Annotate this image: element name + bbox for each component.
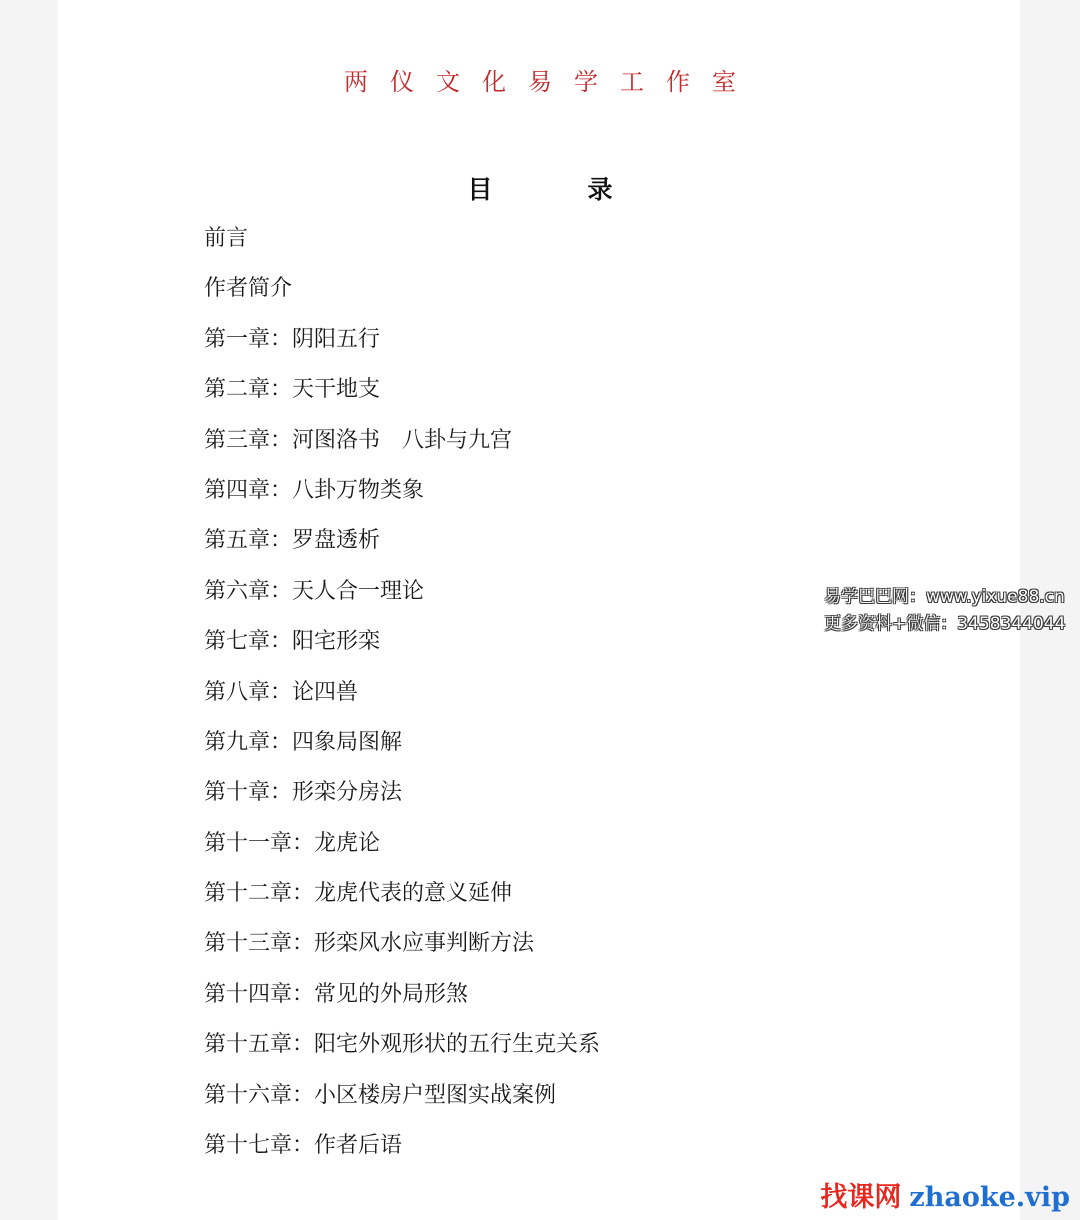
toc-item-chapter-6: 第六章：天人合一理论: [204, 578, 425, 604]
toc-item-chapter-15: 第十五章：阳宅外观形状的五行生克关系: [204, 1032, 601, 1058]
toc-title-right: 录: [587, 175, 613, 204]
toc-item-chapter-1: 第一章：阴阳五行: [204, 326, 381, 352]
toc-item-chapter-4: 第四章：八卦万物类象: [204, 477, 425, 503]
toc-item-chapter-2: 第二章：天干地支: [204, 377, 381, 403]
brand-watermark: [820, 1175, 1070, 1214]
watermark: [824, 584, 1065, 638]
toc-item-preface: 前言: [204, 226, 249, 251]
toc-item-chapter-8: 第八章：论四兽: [204, 679, 359, 705]
toc-item-chapter-12: 第十二章：龙虎代表的意义延伸: [204, 881, 513, 907]
toc-item-chapter-11: 第十一章：龙虎论: [204, 830, 381, 856]
toc-item-author-intro: 作者简介: [204, 276, 293, 302]
toc-item-chapter-14: 第十四章：常见的外局形煞: [204, 981, 469, 1007]
toc-list: [204, 222, 600, 1179]
studio-header: 两仪文化易学工作室: [344, 68, 758, 96]
toc-title-left: 目: [467, 175, 493, 204]
watermark-line-1: 易学巴巴网：www.yixue88.cn: [824, 587, 1065, 607]
toc-title: [0, 170, 1080, 206]
brand-name-cn: 找课网: [820, 1182, 902, 1213]
toc-item-chapter-7: 第七章：阳宅形栾: [204, 629, 381, 655]
watermark-line-2: 更多资料+微信：3458344044: [824, 614, 1066, 634]
toc-item-chapter-16: 第十六章：小区楼房户型图实战案例: [204, 1082, 557, 1108]
brand-domain: zhaoke.vip: [909, 1182, 1070, 1213]
toc-item-chapter-3: 第三章：河图洛书 八卦与九宫: [204, 427, 513, 453]
toc-item-chapter-10: 第十章：形栾分房法: [204, 780, 403, 806]
toc-item-chapter-9: 第九章：四象局图解: [204, 729, 403, 755]
toc-item-chapter-5: 第五章：罗盘透析: [204, 528, 381, 554]
toc-item-chapter-17: 第十七章：作者后语: [204, 1133, 403, 1159]
toc-item-chapter-13: 第十三章：形栾风水应事判断方法: [204, 931, 535, 957]
